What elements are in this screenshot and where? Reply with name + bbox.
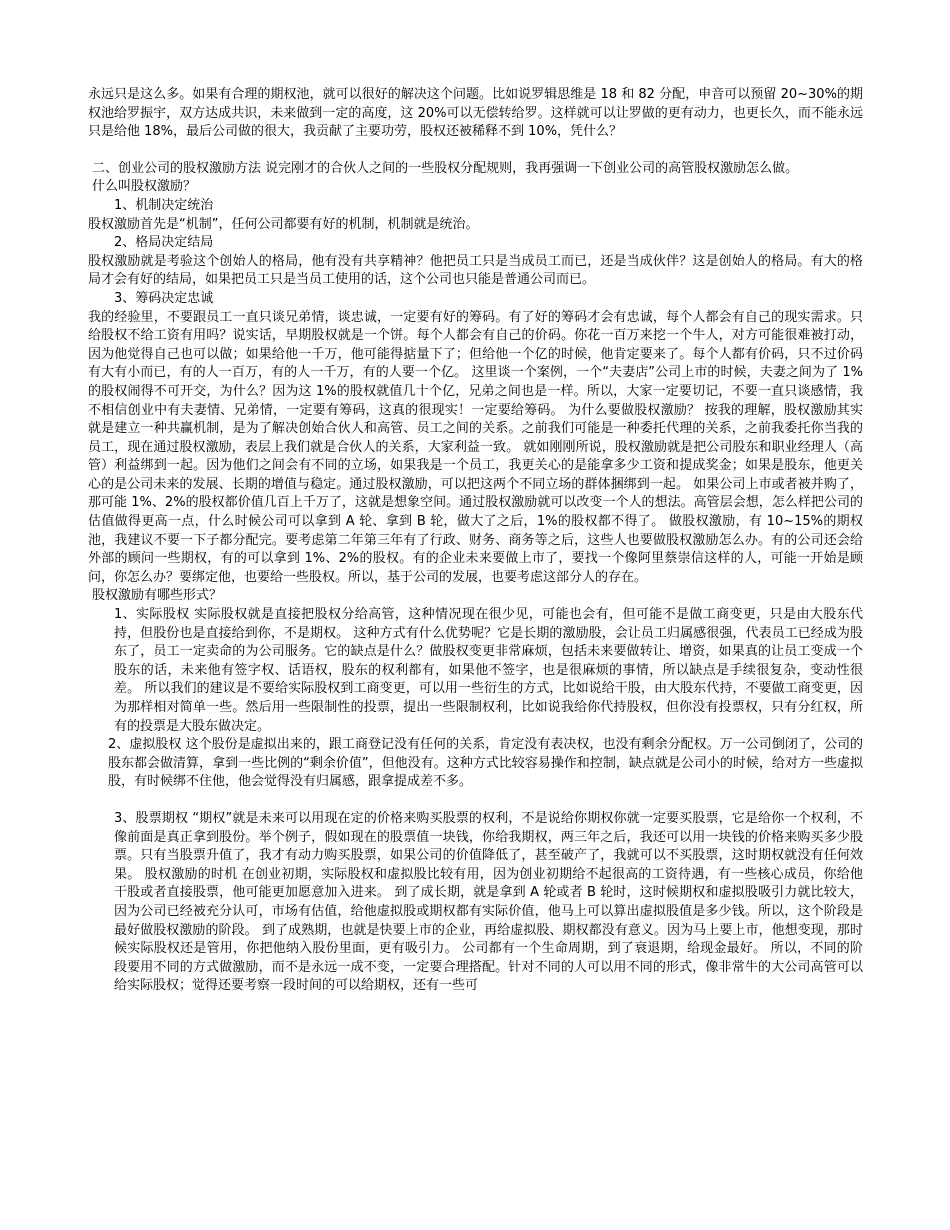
section-heading-equity-incentive-methods: 二、创业公司的股权激励方法 说完刚才的合伙人之间的一些股权分配规则，我再强调一下创业公司的高管股权激励怎么做。 xyxy=(92,160,799,176)
question-what-is-equity-incentive: 什么叫股权激励？ xyxy=(92,179,197,195)
paragraph-mechanism: 股权激励首先是“机制”，任何公司都要有好的机制，机制就是统治。 xyxy=(88,216,479,232)
paragraph-actual-equity: 1、实际股权 实际股权就是直接把股权分给高管，这种情况现在很少见，可能也会有，但可能不是做工商变更，只是由大股东代持，但股份也是直接给到你，不是期权。 这种方式有什么优势呢？它是长期的激励股，会让员工归属感很强，代表员工已经成为股东了，员工一定卖命的为公司服务。它的缺点是什么？做股权变更非常麻烦，包括未来要做转让、增资，如果真的让员工变成一个股东的话，未来他有签字权、话语权，股东的权利都有，如果他不签字，也是很麻烦的事情，所以缺点是手续很复杂，变动性很差。 所以我们的建议是不要给实际股权到工商变更，可以用一些衍生的方式，比如说给干股，由大股东代持，不要做工商变更，因为那样相对简单一些。然后用一些限制性的投票，提出一些限制权利，比如说我给你代持股权，但你没有投票权，只有分红权，所有的投票是大股东做决定。 xyxy=(114,607,863,734)
document-page xyxy=(88,86,863,996)
subheading-mechanism: 1、机制决定统治 xyxy=(114,197,214,213)
subheading-pattern: 2、格局决定结局 xyxy=(114,235,214,251)
question-forms-of-equity-incentive: 股权激励有哪些形式？ xyxy=(92,588,223,604)
paragraph-virtual-equity: 2、虚拟股权 这个股份是虚拟出来的，跟工商登记没有任何的关系，肯定没有表决权，也没有剩余分配权。万一公司倒闭了，公司的股东都会做清算，拿到一些比例的“剩余价值”，但他没有。这种方式比较容易操作和控制，缺点就是公司小的时候，给对方一些虚拟股，有时候绑不住他，他会觉得没有归属感，跟拿提成差不多。 xyxy=(108,737,863,790)
paragraph-pattern: 股权激励就是考验这个创始人的格局，他有没有共享精神？他把员工只是当成员工而已，还是当成伙伴？这是创始人的格局。有大的格局才会有好的结局，如果把员工只是当员工使用的话，这个公司也只能是普通公司而已。 xyxy=(88,253,863,288)
paragraph-option-pool-example: 永远只是这么多。如果有合理的期权池，就可以很好的解决这个问题。比如说罗辑思维是 18 和 82 分配，申音可以预留 20~30%的期权池给罗振宇，双方达成共识，未来做到一定的高度，这 20%可以无偿转给罗。这样就可以让罗做的更有动力，也更长久，而不能永远只是给他 18%，最后公司做的很大，我贡献了主要功劳，股权还被稀释不到 10%，凭什么？ xyxy=(88,87,863,140)
subheading-chips: 3、筹码决定忠诚 xyxy=(114,290,214,306)
paragraph-stock-options-and-timing: 3、股票期权 “期权”就是未来可以用现在定的价格来购买股票的权利，不是说给你期权你就一定要买股票，它是给你一个权利，不像前面是真正拿到股份。举个例子，假如现在的股票值一块钱，你给我期权，两三年之后，我还可以用一块钱的价格来购买多少股票。只有当股票升值了，我才有动力购买股票，如果公司的价值降低了，甚至破产了，我就可以不买股票，这时期权就没有任何效果。 股权激励的时机 在创业初期，实际股权和虚拟股比较有用，因为创业初期给不起很高的工资待遇，有一些核心成员，你给他干股或者直接股票，他可能更加愿意加入进来。 到了成长期，就是拿到 A 轮或者 B 轮时，这时候期权和虚拟股吸引力就比较大，因为公司已经被充分认可，市场有估值，给他虚拟股或期权都有实际价值，他马上可以算出虚拟股值是多少钱。所以，这个阶段是最好做股权激励的阶段。 到了成熟期，也就是快要上市的企业，再给虚拟股、期权都没有意义。因为马上要上市，他想变现，那时候实际股权还是管用，你把他纳入股份里面，更有吸引力。 公司都有一个生命周期，到了衰退期，给现金最好。 所以，不同的阶段要用不同的方式做激励，而不是永远一成不变，一定要合理搭配。针对不同的人可以用不同的形式，像非常牛的大公司高管可以给实际股权；觉得还要考察一段时间的可以给期权，还有一些可 xyxy=(114,810,863,994)
paragraph-chips-and-why: 我的经验里，不要跟员工一直只谈兄弟情，谈忠诚，一定要有好的筹码。有了好的筹码才会有忠诚，每个人都会有自己的现实需求。只给股权不给工资有用吗？说实话，早期股权就是一个饼。每个人都会有自己的价码。你花一百万来挖一个牛人，对方可能很难被打动，因为他觉得自己也可以做；如果给他一千万，他可能得掂量下了；但给他一个亿的时候，他肯定要来了。每个人都有价码，只不过价码有大有小而已，有的人一百万，有的人一千万，有的人要一个亿。 这里谈一个案例，一个“夫妻店”公司上市的时候，夫妻之间为了 1%的股权闹得不可开交，为什么？因为这 1%的股权就值几十个亿，兄弟之间也是一样。所以，大家一定要切记，不要一直只谈感情，我不相信创业中有夫妻情、兄弟情，一定要有筹码，这真的很现实！一定要给筹码。 为什么要做股权激励？ 按我的理解，股权激励其实就是建立一种共赢机制，是为了解决创始合伙人和高管、员工之间的关系。之前我们可能是一种委托代理的关系，之前我委托你当我的员工，现在通过股权激励，表层上我们就是合伙人的关系，大家利益一致。 就如刚刚所说，股权激励就是把公司股东和职业经理人（高管）利益绑到一起。因为他们之间会有不同的立场，如果我是一个员工，我更关心的是能拿多少工资和提成奖金；如果是股东，他更关心的是公司未来的发展、长期的增值与稳定。通过股权激励，可以把这两个不同立场的群体捆绑到一起。 如果公司上市或者被并购了，那可能 1%、2%的股权都价值几百上千万了，这就是想象空间。通过股权激励就可以改变一个人的想法。高管层会想，怎么样把公司的估值做得更高一点，什么时候公司可以拿到 A 轮、拿到 B 轮，做大了之后，1%的股权都不得了。 做股权激励，有 10~15%的期权池，我建议不要一下子都分配完。要考虑第二年第三年有了行政、财务、商务等之后，这些人也要做股权激励怎么办。有的公司还会给外部的顾问一些期权，有的可以拿到 1%、2%的股权。有的企业未来要做上市了，要找一个像阿里蔡崇信这样的人，可能一开始是顾问，你怎么办？要绑定他，也要给一些股权。所以，基于公司的发展，也要考虑这部分人的存在。 xyxy=(88,309,863,585)
